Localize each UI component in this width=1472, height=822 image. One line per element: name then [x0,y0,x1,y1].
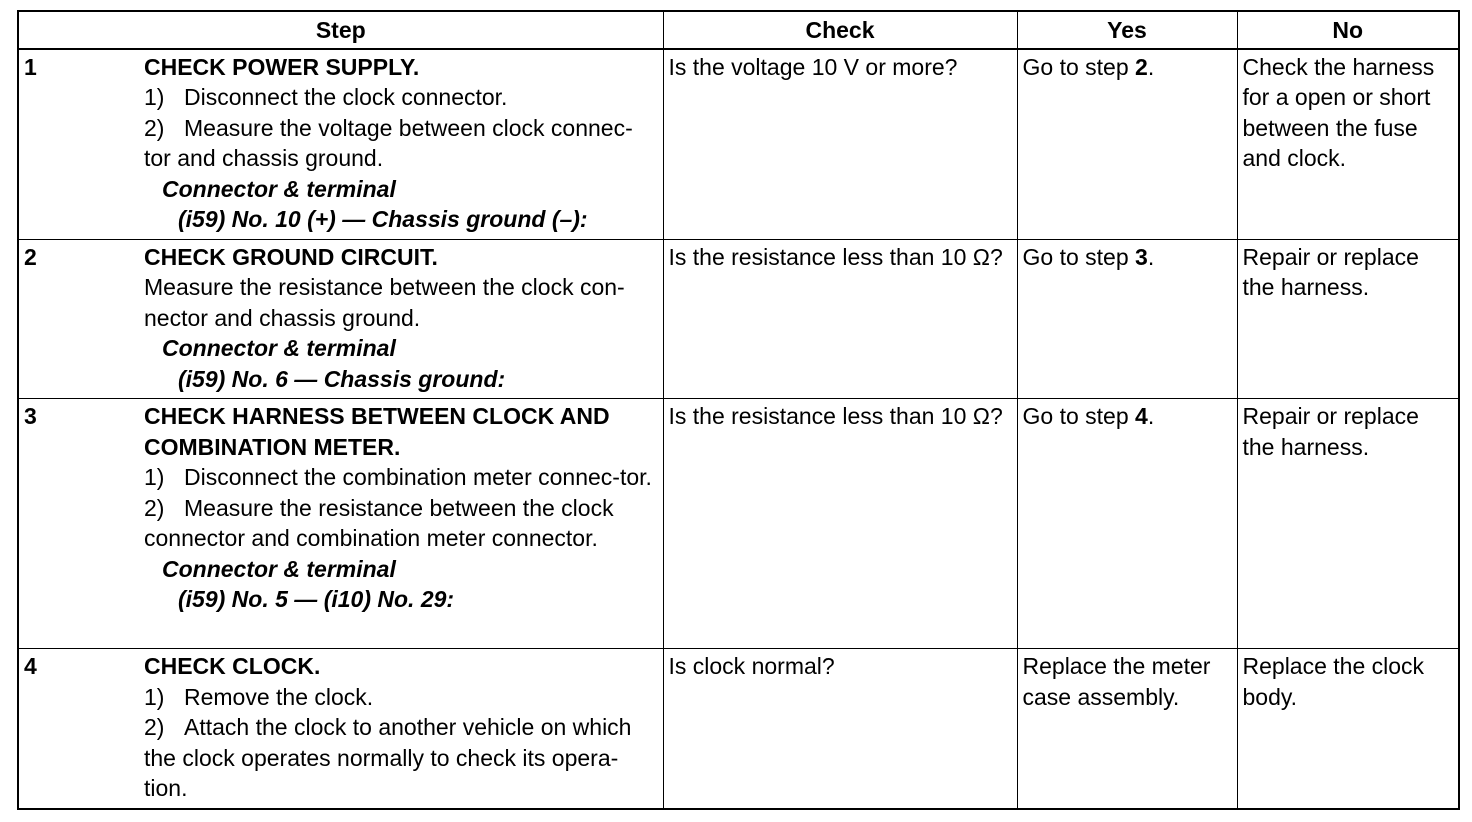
step-cell [18,49,663,240]
no-cell: Replace the clock body. [1237,649,1459,809]
substep-text: Remove the clock. [184,683,374,710]
check-cell: Is the voltage 10 V or more? [663,49,1017,240]
substep-number: 1) [144,683,165,710]
table-row [18,399,1459,649]
table-row [18,649,1459,809]
substep [144,682,658,713]
no-cell: Check the harness for a open or short between the fuse and clock. [1237,49,1459,240]
connector-terminal-label: Connector & terminal [162,335,396,361]
step-cell [18,239,663,399]
substep-number: 2) [144,114,165,141]
check-cell: Is the resistance less than 10 Ω? [663,399,1017,649]
substep-text: Measure the voltage between clock connec-tor and chassis ground. [144,114,633,171]
substep [144,82,658,113]
check-cell: Is clock normal? [663,649,1017,809]
connector-terminal-label: Connector & terminal [162,555,396,582]
step-title: CHECK POWER SUPPLY. [144,53,420,80]
substep-number: 1) [144,84,165,110]
step-number: 1 [24,53,37,80]
step-text: Measure the resistance between the clock con-nector and chassis ground. [144,274,625,331]
yes-cell [1017,49,1237,240]
substep-text: Disconnect the combination meter connec-tor. [184,464,652,490]
yes-cell: Replace the meter case assembly. [1017,649,1237,809]
step-title: CHECK CLOCK. [144,653,321,679]
yes-prefix: Go to step [1022,53,1136,80]
yes-suffix: . [1147,53,1155,80]
yes-suffix: . [1147,243,1155,270]
yes-step-ref: 4 [1135,403,1148,429]
connector-terminal-value: (i59) No. 6 — Chassis ground: [178,365,506,392]
yes-suffix: . [1147,403,1155,429]
substep-number: 2) [144,494,165,521]
check-cell: Is the resistance less than 10 Ω? [663,239,1017,399]
substep [144,493,658,554]
step-cell [18,649,663,809]
connector-terminal-label: Connector & terminal [162,175,396,202]
yes-cell [1017,239,1237,399]
table-row [18,239,1459,399]
substep-text: Attach the clock to another vehicle on which the clock operates normally to check its opera-tion. [144,714,632,801]
substep [144,712,658,804]
step-number: 3 [24,403,37,429]
header-no: No [1237,11,1459,49]
no-cell: Repair or replace the harness. [1237,399,1459,649]
header-step: Step [18,11,663,49]
substep-number: 1) [144,464,165,490]
no-cell: Repair or replace the harness. [1237,239,1459,399]
connector-terminal-value: (i59) No. 5 — (i10) No. 29: [178,586,455,612]
header-check: Check [663,11,1017,49]
yes-prefix: Go to step [1022,243,1136,270]
step-cell [18,399,663,649]
diagnostic-table [17,10,1460,810]
substep [144,113,658,174]
header-yes: Yes [1017,11,1237,49]
substep [144,462,658,493]
header-row [18,11,1459,49]
yes-cell [1017,399,1237,649]
step-title: CHECK HARNESS BETWEEN CLOCK AND COMBINATION METER. [144,403,610,460]
yes-step-ref: 2 [1135,53,1148,80]
substep-text: Disconnect the clock connector. [184,84,508,110]
table-row [18,49,1459,240]
step-number: 4 [24,653,37,679]
substep-number: 2) [144,714,165,740]
yes-step-ref: 3 [1135,243,1148,270]
yes-prefix: Go to step [1022,403,1136,429]
connector-terminal-value: (i59) No. 10 (+) — Chassis ground (–): [178,206,588,232]
step-number: 2 [24,243,37,270]
step-title: CHECK GROUND CIRCUIT. [144,243,438,270]
substep-text: Measure the resistance between the clock connector and combination meter connector. [144,494,614,551]
